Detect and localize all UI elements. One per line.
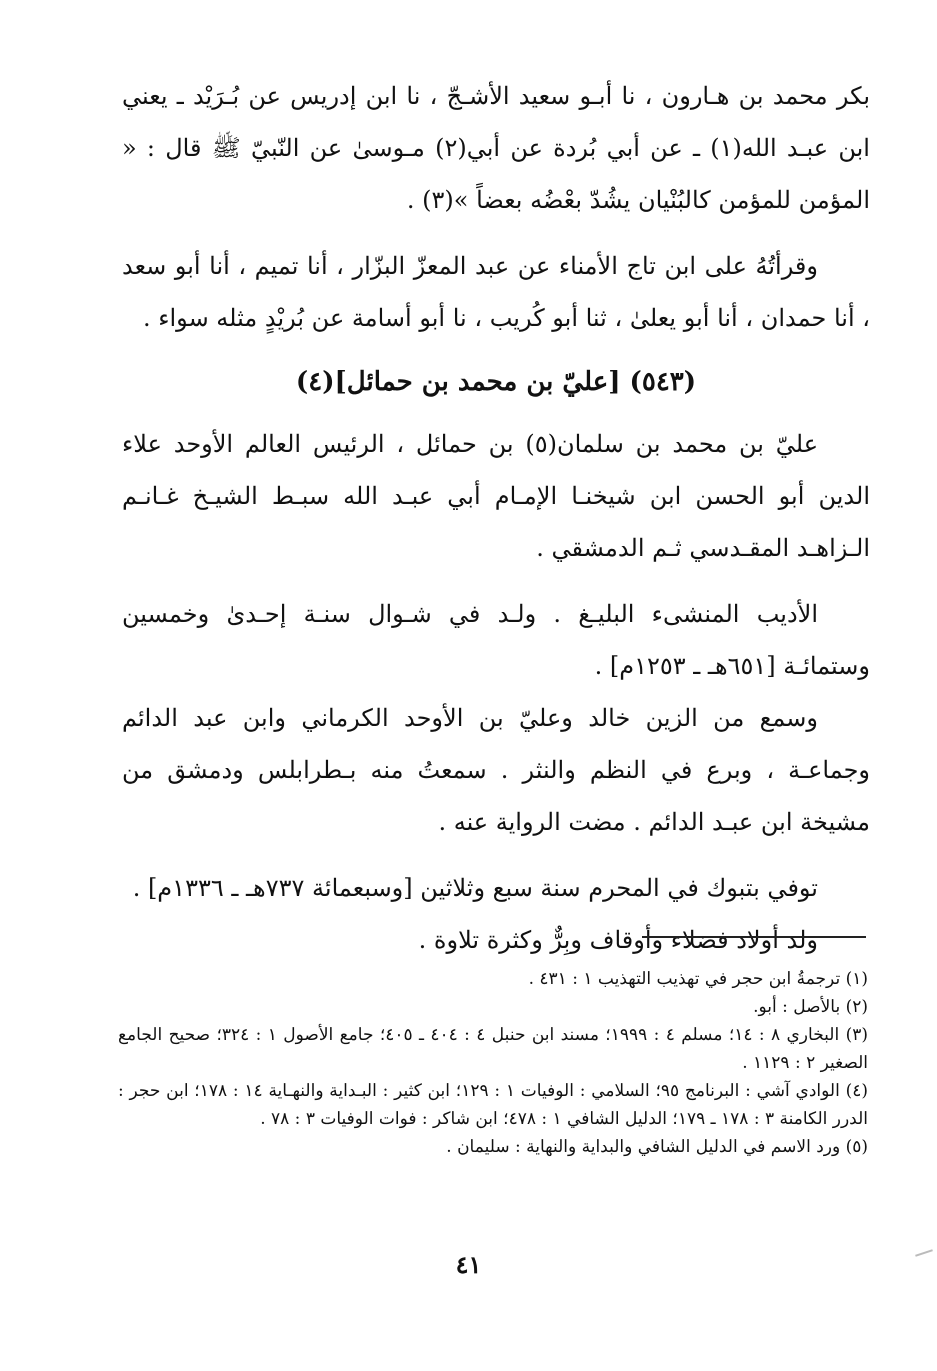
paragraph-studies: وسمع من الزين خالد وعليّ بن الأوحد الكرماني وابن عبد الدائم وجماعـة ، وبرع في النظم والنثر . سمعتُ منه بـطرابلس ودمشق من مشيخة ابن عبـد الدائم . مضت الرواية عنه . <box>122 704 871 836</box>
footnote-1: (١) ترجمةُ ابن حجر في تهذيب التهذيب ١ : ٤٣١ . <box>528 969 868 989</box>
footnote-4: (٤) الوادي آشي : البرنامج ٩٥؛ السلامي : الوفيات ١ : ١٢٩؛ ابن كثير : البـداية والنهـاية ١٤ : ١٧٨؛ ابن حجر : الدرر الكامنة ٣ : ١٧٨ ـ ١٧٩؛ الدليل الشافي ١ : ٤٧٨؛ ابن شاكر : فوات الوفيات ٣ : ٧٨ . <box>118 1081 868 1129</box>
entry-heading: (٥٤٣) [عليّ بن محمد بن حمائل](٤) <box>295 367 697 397</box>
paragraph-name: عليّ بن محمد بن سلمان(٥) بن حمائل ، الرئيس العالم الأوحد علاء الدين أبو الحسن ابن شيخنـا الإمـام أبي عبـد الله سبـط الشيـخ غـانـم الـزاهـد المقـدسي ثـم الدمشقي . <box>122 430 870 562</box>
footnote-2: (٢) بالأصل : أبو. <box>753 997 868 1017</box>
paragraph-death: توفي بتبوك في المحرم سنة سبع وثلاثين [وسبعمائة ٧٣٧هـ ـ ١٣٣٦م] . <box>132 874 818 902</box>
paragraph-birth: الأديب المنشىء البليـغ . ولـد في شـوال سنـة إحـدىٰ وخمسين وستمائـة [٦٥١هـ ـ ١٢٥٣م] . <box>122 600 870 680</box>
paragraph-reading-chain: وقرأتُهُ على ابن تاج الأمناء عن عبد المعزّ البزّار ، أنا تميم ، أنا أبو سعد ، أنا حمدان ، أنا أبو يعلىٰ ، ثنا أبو كُريب ، نا أبو أسامة عن بُريْدٍ مثله سواء . <box>122 252 870 332</box>
paragraph-hadith-chain: بكر محمد بن هـارون ، نا أبـو سعيد الأشـجّ ، نا ابن إدريس عن بُـرَيْد ـ يعني ابن عبـد الله(١) ـ عن أبي بُردة عن أبي(٢) مـوسىٰ عن النّبيّ ﷺ قال : « المؤمن للمؤمن كالبُنْيان يشُدّ بعْضُه بعضاً »(٣) . <box>122 82 870 214</box>
page-number: ٤١ <box>455 1250 482 1279</box>
footnotes <box>118 965 868 1161</box>
footnote-5: (٥) ورد الاسم في الدليل الشافي والبداية والنهاية : سليمان . <box>446 1137 868 1157</box>
footnote-separator <box>642 936 866 938</box>
paragraph-children: ولد أولاد فضلاء وأوقاف وبِرٌّ وكثرة تلاوة . <box>418 926 818 954</box>
main-text <box>122 70 870 966</box>
footnote-3: (٣) البخاري ٨ : ١٤؛ مسلم ٤ : ١٩٩٩؛ مسند ابن حنبل ٤ : ٤٠٤ ـ ٤٠٥؛ جامع الأصول ١ : ٣٢٤؛ صحيح الجامع الصغير ٢ : ١١٢٩ . <box>118 1025 868 1073</box>
